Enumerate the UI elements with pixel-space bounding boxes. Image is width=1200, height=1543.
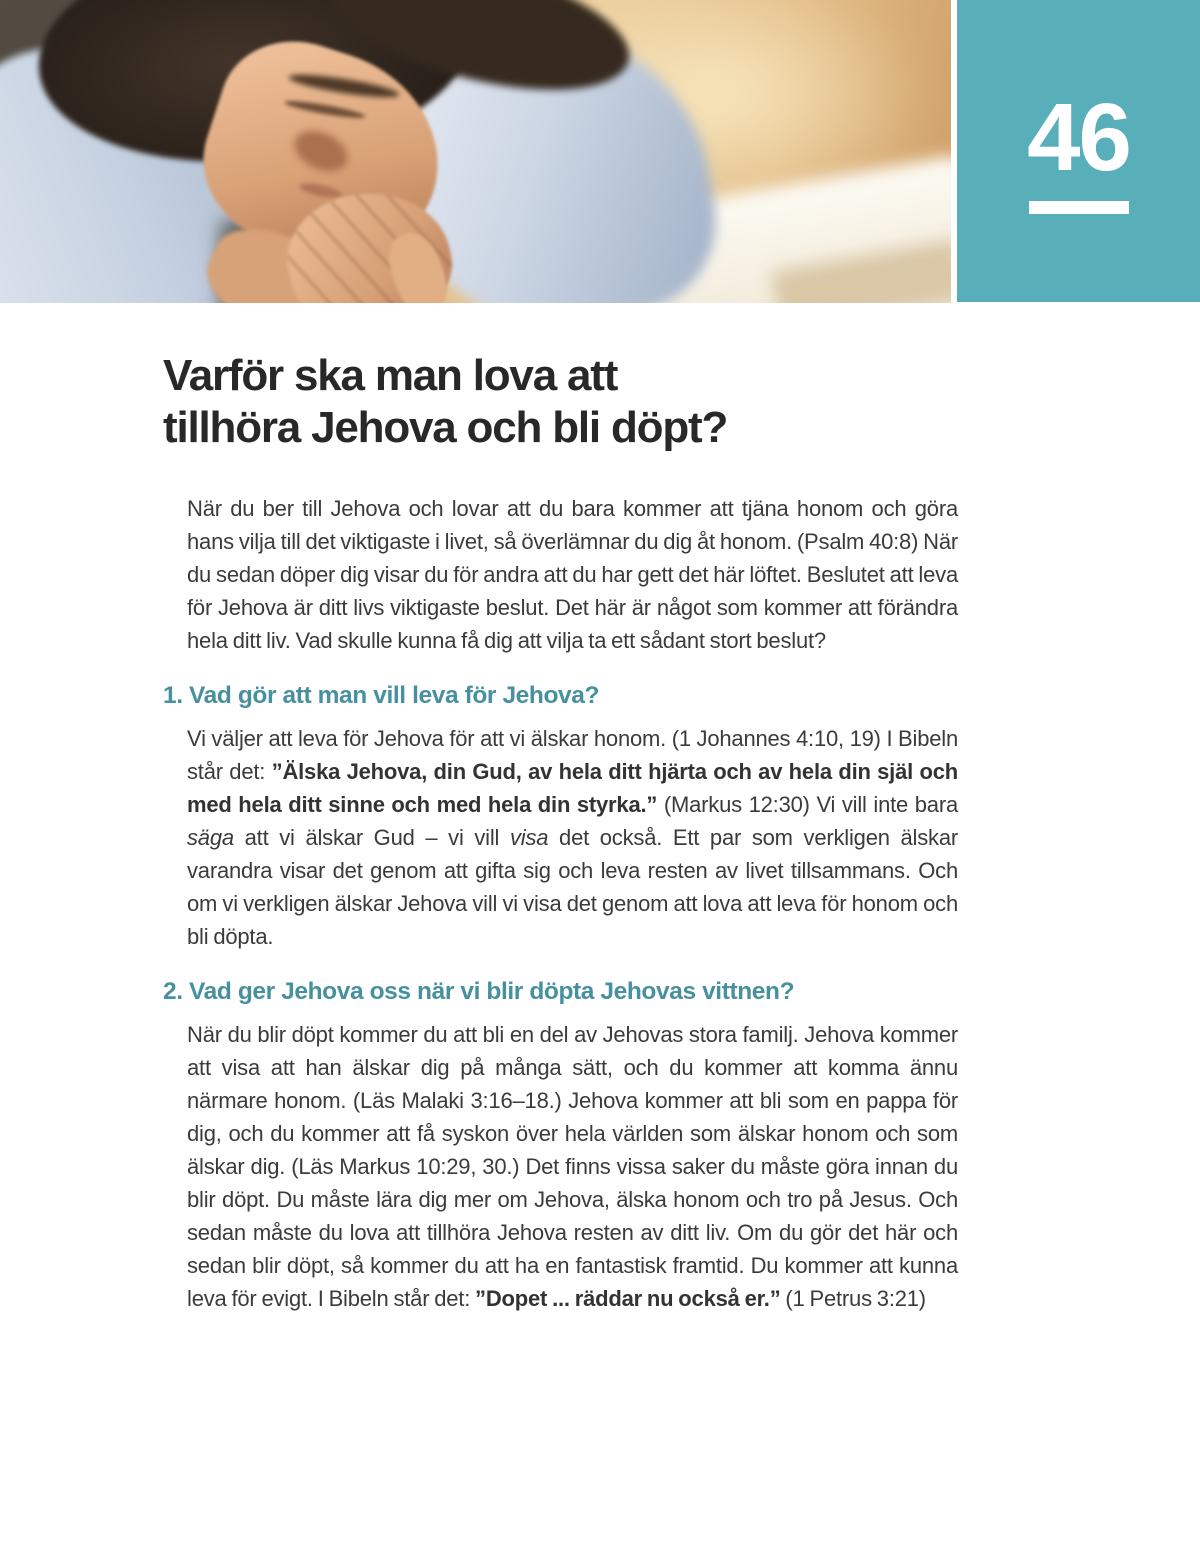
text-segment: (1 Petrus 3:21) [780,1286,926,1311]
article-content [163,350,958,1315]
section-2-paragraph [187,1018,958,1315]
text-segment: det också. Ett par som verkligen älskar varandra visar det genom att gifta sig och leva resten av livet tillsammans. Och om vi verkligen älskar Jehova vill vi visa det genom att lova att leva för honom och bli döpta. [187,825,959,949]
bold-scripture-quote: ”Älska Jehova, din Gud, av hela ditt hjärta och av hela din själ och med hela ditt sinne och med hela din styrka.” [187,759,958,817]
text-segment: Vi väljer att leva för Jehova för att vi älskar honom. (1 Johannes 4:10, 19) I Bibeln står det: [187,726,958,784]
section-1-paragraph [187,722,958,953]
section-1-heading: 1. Vad gör att man vill leva för Jehova? [163,682,600,709]
section-1 [163,681,958,953]
italic-word: säga [187,825,234,850]
page-title [163,350,958,454]
lesson-number: 46 [1027,84,1130,191]
text-segment: att vi älskar Gud – vi vill [233,825,510,850]
section-2-heading: 2. Vad ger Jehova oss när vi blir döpta Jehovas vittnen? [163,978,795,1005]
section-2 [163,977,958,1315]
praying-man-photo [0,0,951,303]
page-title-line-1: Varför ska man lova att [163,351,618,400]
page-title-line-2: tillhöra Jehova och bli döpt? [163,403,728,452]
intro-paragraph: När du ber till Jehova och lovar att du bara kommer att tjäna honom och göra hans vilja till det viktigaste i livet, så överlämnar du dig åt honom. (Psalm 40:8) När du sedan döper dig visar du för andra att du har gett det här löftet. Beslutet att leva för Jehova är ditt livs viktigaste beslut. Det här är något som kommer att förändra hela ditt liv. Vad skulle kunna få dig att vilja ta ett sådant stort beslut? [187,496,958,653]
text-segment: (Markus 12:30) Vi vill inte bara [657,792,958,817]
lesson-number-underline [1029,201,1129,214]
lesson-number-badge [957,0,1200,302]
text-segment: När du blir döpt kommer du att bli en del av Jehovas stora familj. Jehova kommer att visa att han älskar dig på många sätt, och du kommer att komma ännu närmare honom. (Läs Malaki 3:16–18.) Jehova kommer att bli som en pappa för dig, och du kommer att få syskon över hela världen som älskar honom och som älskar dig. (Läs Markus 10:29, 30.) Det finns vissa saker du måste göra innan du blir döpt. Du måste lära dig mer om Jehova, älska honom och tro på Jesus. Och sedan måste du lova att tillhöra Jehova resten av ditt liv. Om du gör det här och sedan blir döpt, så kommer du att ha en fantastisk framtid. Du kommer att kunna leva för evigt. I Bibeln står det: [187,1022,958,1311]
bold-scripture-quote: ”Dopet ... räddar nu också er.” [475,1286,781,1311]
italic-word: visa [509,825,549,850]
